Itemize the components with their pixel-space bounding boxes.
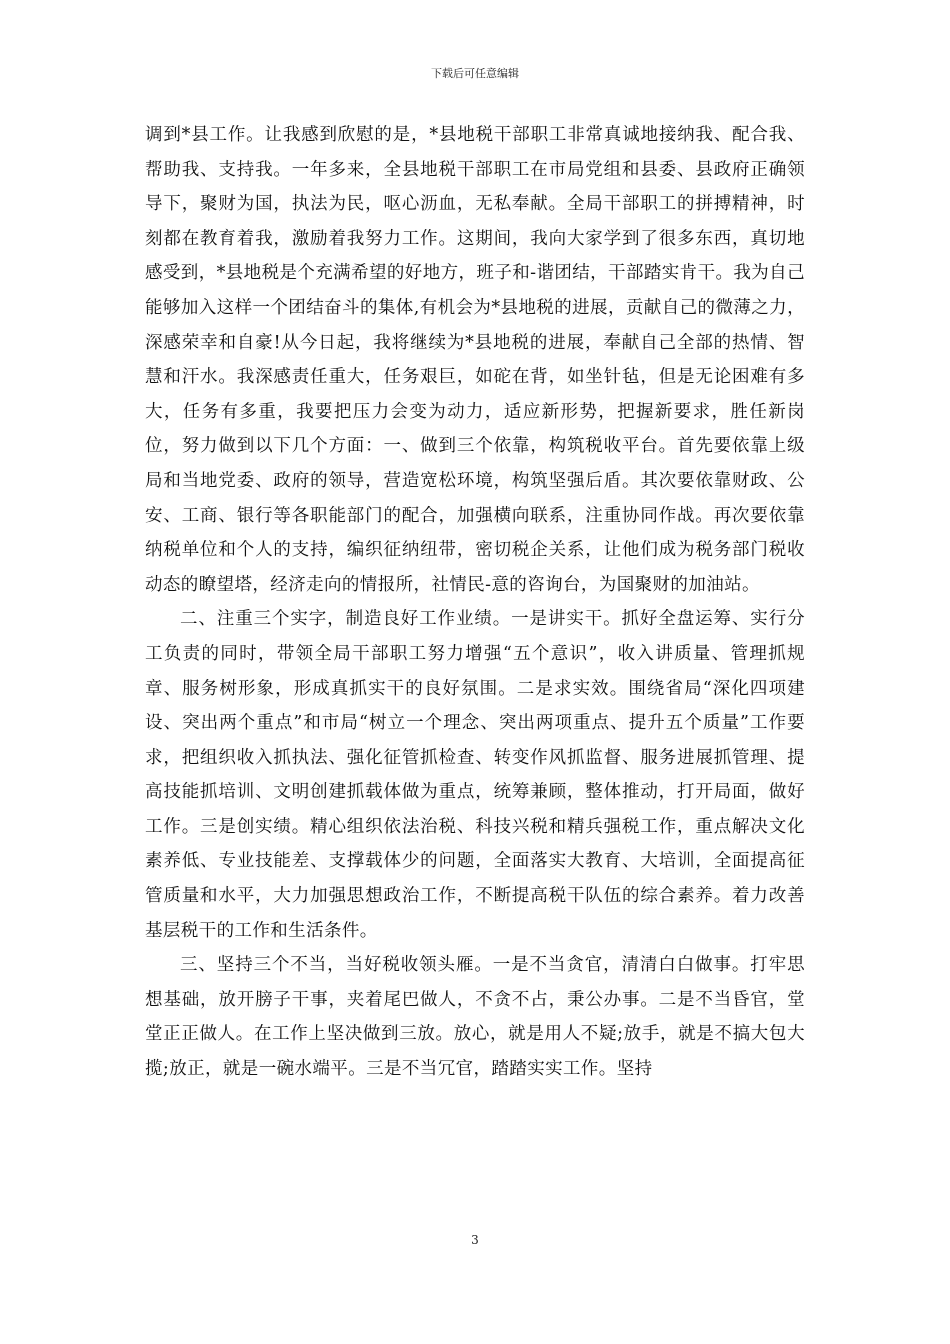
paragraph-3: 三、坚持三个不当，当好税收领头雁。一是不当贪官，清清白白做事。打牢思想基础，放开膀子干事，夹着尾巴做人，不贪不占，秉公办事。二是不当昏官，堂堂正正做人。在工作上坚决做到三放。放心，就是用人不疑;放手，就是不搞大包大揽;放正，就是一碗水端平。三是不当冗官，踏踏实实工作。坚持 xyxy=(145,955,805,1080)
document-body xyxy=(145,118,805,1087)
paragraph-1: 调到*县工作。让我感到欣慰的是，*县地税干部职工非常真诚地接纳我、配合我、帮助我、支持我。一年多来，全县地税干部职工在市局党组和县委、县政府正确领导下，聚财为国，执法为民，呕心沥血，无私奉献。全局干部职工的拼搏精神，时刻都在教育着我，激励着我努力工作。这期间，我向大家学到了很多东西，真切地感受到，*县地税是个充满希望的好地方，班子和-谐团结，干部踏实肯干。我为自己能够加入这样一个团结奋斗的集体,有机会为*县地税的进展，贡献自己的微薄之力，深感荣幸和自豪!从今日起，我将继续为*县地税的进展，奉献自己全部的热情、智慧和汗水。我深感责任重大，任务艰巨，如砣在背，如坐针毡，但是无论困难有多大，任务有多重，我要把压力会变为动力，适应新形势，把握新要求，胜任新岗位，努力做到以下几个方面：一、做到三个依靠，构筑税收平台。首先要依靠上级局和当地党委、政府的领导，营造宽松环境，构筑坚强后盾。其次要依靠财政、公安、工商、银行等各职能部门的配合，加强横向联系，注重协同作战。再次要依靠纳税单位和个人的支持，编织征纳纽带，密切税企关系，让他们成为税务部门税收动态的瞭望塔，经济走向的情报所，社情民-意的咨询台，为国聚财的加油站。 xyxy=(145,125,805,595)
page-header: 下载后可任意编辑 xyxy=(431,67,519,80)
page-number: 3 xyxy=(471,1233,479,1247)
paragraph-2: 二、注重三个实字，制造良好工作业绩。一是讲实干。抓好全盘运筹、实行分工负责的同时，带领全局干部职工努力增强“五个意识”，收入讲质量、管理抓规章、服务树形象，形成真抓实干的良好氛围。二是求实效。围绕省局“深化四项建设、突出两个重点”和市局“树立一个理念、突出两项重点、提升五个质量”工作要求，把组织收入抓执法、强化征管抓检查、转变作风抓监督、服务进展抓管理、提高技能抓培训、文明创建抓载体做为重点，统筹兼顾，整体推动，打开局面，做好工作。三是创实绩。精心组织依法治税、科技兴税和精兵强税工作，重点解决文化素养低、专业技能差、支撑载体少的问题，全面落实大教育、大培训，全面提高征管质量和水平，大力加强思想政治工作，不断提高税干队伍的综合素养。着力改善基层税干的工作和生活条件。 xyxy=(145,609,805,941)
